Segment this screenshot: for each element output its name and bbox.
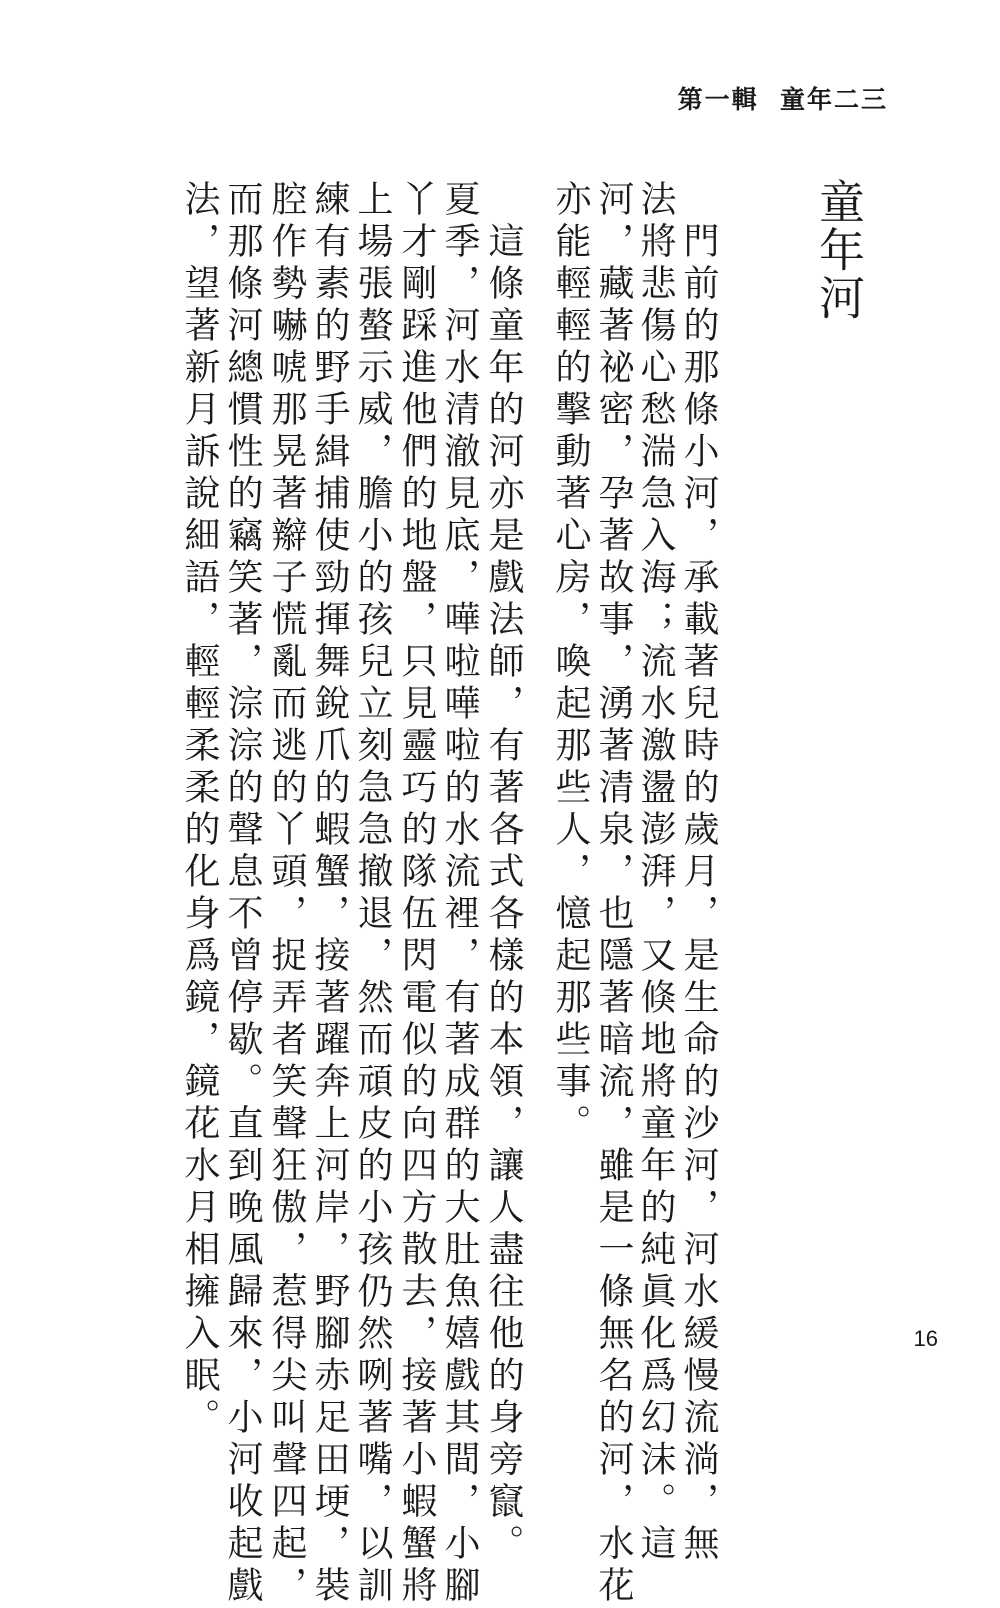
text-column-12: 法，望著新月訴說細語，輕輕柔柔的化身爲鏡，鏡花水月相擁入眠。 [179,180,220,1440]
text-column-5: 這條童年的河亦是戲法師，有著各式各樣的本領，讓人盡往他的身旁竄。 [483,180,524,1566]
text-column-11: 而那條河總慣性的竊笑著，淙淙的聲息不曾停歇。直到晚風歸來，小河收起戲 [222,180,263,1608]
text-column-1: 門前的那條小河，承載著兒時的歲月，是生命的沙河，河水緩慢流淌，無 [678,180,719,1566]
text-column-2: 法將悲傷心愁湍急入海；流水激盪澎湃，又倏地將童年的純眞化爲幻沫。這 [635,180,676,1566]
page-number: 16 [913,1326,938,1351]
text-column-9: 練有素的野手緝捕使勁揮舞銳爪的蝦蟹，接著躍奔上河岸，野腳赤足田埂，裝 [309,180,350,1608]
text-column-7: 丫才剛踩進他們的地盤，只見靈巧的隊伍閃電似的向四方散去，接著小蝦蟹將 [396,180,437,1608]
text-column-10: 腔作勢嚇唬那晃著辮子慌亂而逃的丫頭，捉弄者笑聲狂傲，惹得尖叫聲四起， [266,180,307,1608]
text-column-6: 夏季，河水清澈見底，嘩啦嘩啦的水流裡，有著成群的大肚魚嬉戲其間，小腳 [439,180,480,1608]
text-column-8: 上場張螯示威，膽小的孩兒立刻急急撤退，然而頑皮的小孩仍然咧著嘴，以訓 [352,180,393,1608]
chapter-title: 童年河 [812,178,866,322]
text-column-4: 亦能輕輕的擊動著心房，喚起那些人，憶起那些事。 [550,180,591,1146]
running-header: 第一輯 童年二三 [677,85,888,114]
text-column-3: 河，藏著祕密，孕著故事，湧著清泉，也隱著暗流，雖是一條無名的河，水花 [593,180,634,1608]
